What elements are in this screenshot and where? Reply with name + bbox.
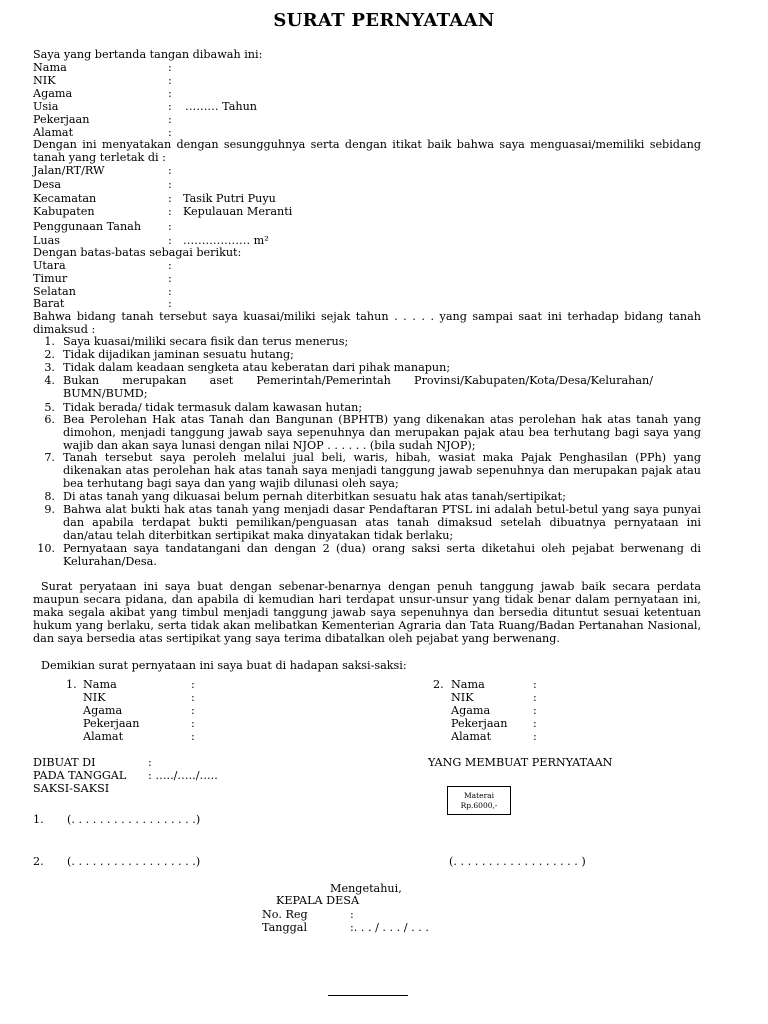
colon: :	[191, 704, 195, 717]
colon: :	[168, 259, 172, 272]
border-label-west: Barat	[33, 297, 65, 310]
list-item: Pernyataan saya tandatangani dan dengan 2 (dua) orang saksi serta diketahui oleh pejabat berwenang di Kelurahan/Desa.	[63, 542, 701, 568]
colon: :	[533, 691, 537, 704]
colon: :	[168, 74, 172, 87]
colon: :	[191, 730, 195, 743]
list-number: 5.	[44, 401, 55, 414]
pada-tanggal-label: PADA TANGGAL	[33, 769, 127, 782]
list-number: 7.	[44, 451, 55, 464]
identity-label-name: Nama	[33, 61, 67, 74]
closing-paragraph: Surat peryataan ini saya buat dengan sebenar-benarnya dengan penuh tanggung jawab baik secara perdata maupun secara pidana, dan apabila di kemudian hari terdapat unsur-unsur yang tidak benar dalam pernyataan ini, maka segala akibat yang timbul menjadi tanggung jawab saya sepenuhnya dan bersedia dituntut sesuai ketentuan hukum yang berlaku, serta tidak akan melibatkan Kementerian Agraria dan Tata Ruang/Badan Pertanahan Nasional, dan saya bersedia atas sertipikat yang saya terima dibatalkan oleh pejabat yang berwenang.	[33, 580, 701, 645]
borders-intro: Dengan batas-batas sebagai berikut:	[33, 246, 242, 259]
colon: :	[168, 87, 172, 100]
maker-heading: YANG MEMBUAT PERNYATAAN	[428, 756, 613, 769]
colon: :	[168, 164, 172, 177]
colon: :	[168, 61, 172, 74]
witness2-label-nik: NIK	[451, 691, 474, 704]
identity-label-address: Alamat	[33, 126, 74, 139]
colon: :	[168, 192, 172, 205]
kepala-desa-label: KEPALA DESA	[276, 894, 360, 907]
stamp-value: Rp.6000,-	[460, 801, 498, 810]
list-item: Bahwa alat bukti hak atas tanah yang menjadi dasar Pendaftaran PTSL ini adalah betul-betul yang saya punyai dan apabila terdapat bukti pemilikan/penguasan atas tanah dimaksud setelah dibuatnya pernyataan ini dan/atau telah diterbitkan sertipikat maka dinyatakan tidak berlaku;	[63, 503, 701, 542]
colon: :	[148, 756, 152, 769]
witness1-number: 1.	[66, 678, 77, 691]
colon: :	[168, 178, 172, 191]
witness2-label-name: Nama	[451, 678, 485, 691]
list-number: 3.	[44, 361, 55, 374]
witness2-label-address: Alamat	[451, 730, 492, 743]
identity-label-religion: Agama	[33, 87, 73, 100]
list-item: Bea Perolehan Hak atas Tanah dan Bangunan (BPHTB) yang dikenakan atas perolehan hak atas tanah yang dimohon, menjadi tanggung jawab saya sepenuhnya dan merupakan pajak atau bea terhutang bagi saya yang wajib dan akan saya lunasi dengan nilai NJOP . . . . . . (bila sudah NJOP);	[63, 413, 701, 452]
list-item: Tidak dijadikan jaminan sesuatu hutang;	[63, 348, 294, 361]
colon: :	[168, 205, 172, 218]
witness1-label-name: Nama	[83, 678, 117, 691]
saksi-saksi-label: SAKSI-SAKSI	[33, 782, 110, 795]
list-item: Bukan merupakan aset Pemerintah/Pemerintah Provinsi/Kabupaten/Kota/Desa/Kelurahan/ BUMN/BUMD;	[63, 374, 653, 400]
border-label-north: Utara	[33, 259, 66, 272]
land-value-district: Tasik Putri Puyu	[183, 192, 276, 205]
mengetahui-label: Mengetahui,	[330, 882, 402, 895]
colon: :	[533, 704, 537, 717]
identity-label-age: Usia	[33, 100, 59, 113]
land-label-village: Desa	[33, 178, 62, 191]
signature2-number: 2.	[33, 855, 44, 868]
border-label-south: Selatan	[33, 285, 76, 298]
colon: :	[533, 678, 537, 691]
witness2-number: 2.	[433, 678, 444, 691]
colon: :	[168, 285, 172, 298]
statement-paragraph: Dengan ini menyatakan dengan sesungguhnya serta dengan itikat baik bahwa saya menguasai/memiliki sebidang tanah yang terletak di :	[33, 138, 701, 165]
colon: :	[168, 113, 172, 126]
document-title: SURAT PERNYATAAN	[273, 10, 495, 31]
list-number: 4.	[44, 374, 55, 387]
signature-line	[328, 995, 408, 996]
list-item: Tidak dalam keadaan sengketa atau keberatan dari pihak manapun;	[63, 361, 451, 374]
no-reg-value: :	[350, 908, 354, 921]
list-number: 8.	[44, 490, 55, 503]
land-value-regency: Kepulauan Meranti	[183, 205, 293, 218]
no-reg-label: No. Reg	[262, 908, 308, 921]
list-number: 10.	[37, 542, 55, 555]
land-label-area: Luas	[33, 234, 61, 247]
list-number: 2.	[44, 348, 55, 361]
identity-label-occupation: Pekerjaan	[33, 113, 90, 126]
signature2-blank: (. . . . . . . . . . . . . . . . . .)	[67, 855, 201, 868]
tanggal-value: :. . . / . . . / . . .	[350, 921, 429, 934]
witness2-label-occupation: Pekerjaan	[451, 717, 508, 730]
colon: :	[168, 126, 172, 139]
list-item: Tanah tersebut saya peroleh melalui jual beli, waris, hibah, wasiat maka Pajak Penghasilan (PPh) yang dikenakan atas perolehan hak atas tanah saya menjadi tanggung jawab sepenuhnya dan merupakan pajak atau bea terhutang bagi saya dan yang wajib dilunasi oleh saya;	[63, 451, 701, 490]
witness2-label-religion: Agama	[451, 704, 491, 717]
colon: :	[168, 234, 172, 247]
witness1-label-religion: Agama	[83, 704, 123, 717]
land-label-district: Kecamatan	[33, 192, 97, 205]
colon: :	[533, 730, 537, 743]
border-label-east: Timur	[33, 272, 68, 285]
witness1-label-address: Alamat	[83, 730, 124, 743]
signature1-number: 1.	[33, 813, 44, 826]
intro-text: Saya yang bertanda tangan dibawah ini:	[33, 48, 263, 61]
colon: :	[168, 100, 172, 113]
maker-signature-blank: (. . . . . . . . . . . . . . . . . . )	[449, 855, 586, 868]
dibuat-di-label: DIBUAT DI	[33, 756, 96, 769]
colon: :	[168, 272, 172, 285]
land-label-regency: Kabupaten	[33, 205, 95, 218]
signature1-blank: (. . . . . . . . . . . . . . . . . .)	[67, 813, 201, 826]
witness-intro: Demikian surat pernyataan ini saya buat di hadapan saksi-saksi:	[41, 659, 407, 672]
tanggal-label: Tanggal	[262, 921, 308, 934]
colon: :	[191, 717, 195, 730]
colon: :	[168, 297, 172, 310]
list-number: 6.	[44, 413, 55, 426]
colon: :	[168, 220, 172, 233]
list-item: Saya kuasai/miliki secara fisik dan terus menerus;	[63, 335, 349, 348]
list-item: Tidak berada/ tidak termasuk dalam kawasan hutan;	[63, 401, 363, 414]
list-number: 1.	[44, 335, 55, 348]
land-value-area: ……………… m²	[183, 234, 269, 247]
stamp-box	[447, 786, 511, 815]
list-number: 9.	[44, 503, 55, 516]
identity-value-age: ……… Tahun	[185, 100, 257, 113]
stamp-label: Materai	[463, 791, 495, 800]
witness1-label-nik: NIK	[83, 691, 106, 704]
land-label-usage: Penggunaan Tanah	[33, 220, 142, 233]
list-item: Di atas tanah yang dikuasai belum pernah diterbitkan sesuatu hak atas tanah/sertipikat;	[63, 490, 566, 503]
identity-label-nik: NIK	[33, 74, 56, 87]
colon: :	[533, 717, 537, 730]
land-label-street: Jalan/RT/RW	[33, 164, 105, 177]
pada-tanggal-value: : …../…../…..	[148, 769, 218, 782]
since-paragraph: Bahwa bidang tanah tersebut saya kuasai/miliki sejak tahun . . . . . yang sampai saat ini terhadap bidang tanah dimaksud :	[33, 310, 701, 337]
colon: :	[191, 691, 195, 704]
colon: :	[191, 678, 195, 691]
witness1-label-occupation: Pekerjaan	[83, 717, 140, 730]
